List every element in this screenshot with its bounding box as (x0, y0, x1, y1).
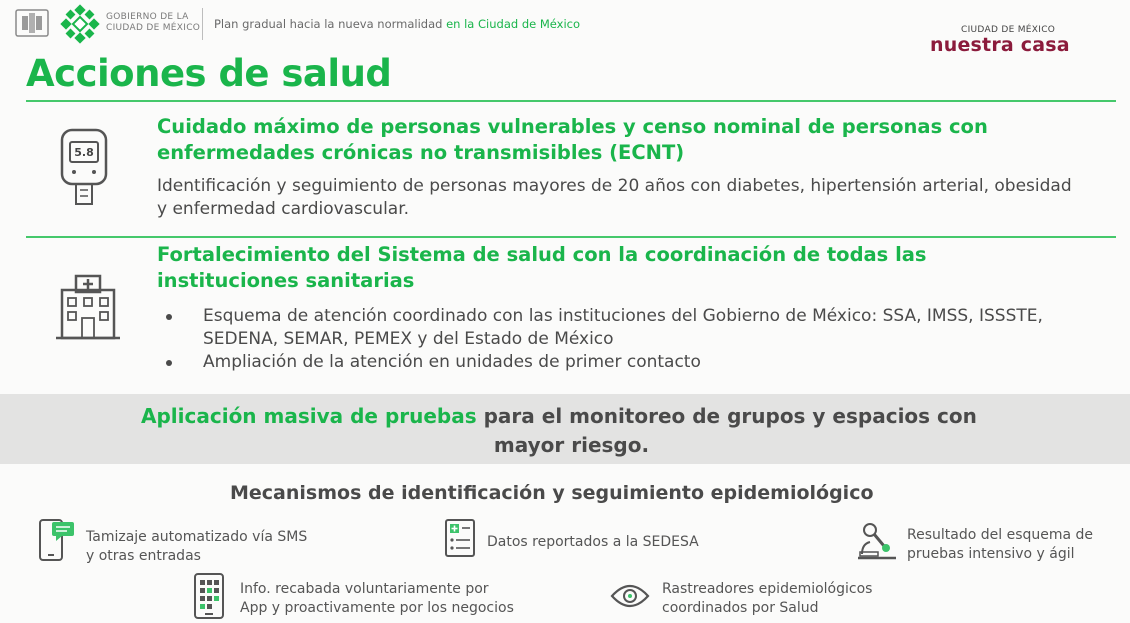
glucometer-reading: 5.8 (74, 146, 94, 159)
title-rule (26, 100, 1116, 102)
bullet1-line1: Esquema de atención coordinado con las instituciones del Gobierno de México: SSA, IMSS, ISSSTE, (203, 306, 1043, 326)
phone-sms-icon (38, 518, 78, 562)
mechanism-item-resultado (907, 526, 1093, 564)
section1-heading-line2: enfermedades crónicas no transmisibles (ECNT) (157, 141, 685, 164)
mechanism-item-rastreadores (662, 580, 872, 618)
brand-nuestra-casa: nuestra casa (930, 34, 1070, 56)
eye-icon (610, 580, 650, 612)
hospital-icon (52, 272, 124, 344)
mechanism-item-app (240, 580, 514, 618)
plan-highlight: en la Ciudad de México (446, 17, 581, 31)
gobierno-label (106, 12, 200, 34)
brand-small-label: CIUDAD DE MÉXICO (961, 25, 1056, 35)
phone-app-icon (193, 572, 227, 620)
coat-of-arms-icon (14, 6, 50, 40)
section1-heading (157, 114, 988, 166)
mechanism-item-sms (86, 528, 307, 566)
mechanism-app-line2: App y proactivamente por los negocios (240, 600, 514, 616)
section2-bullets (166, 305, 1043, 374)
band-line2: mayor riesgo. (493, 433, 650, 457)
mechanism-rastreadores-line1: Rastreadores epidemiológicos (662, 581, 873, 597)
section1-body-line1: Identificación y seguimiento de personas mayores de 20 años con diabetes, hipertensión arterial, obesidad (157, 176, 1072, 196)
mechanisms-title: Mecanismos de identificación y seguimiento epidemiológico (230, 482, 874, 504)
bullet-item (166, 351, 1043, 374)
mechanism-sms-line1: Tamizaje automatizado vía SMS (86, 529, 308, 545)
mechanism-resultado-line2: pruebas intensivo y ágil (907, 546, 1075, 562)
bullet2-line1: Ampliación de la atención en unidades de primer contacto (203, 352, 701, 372)
bullet1-line2: SEDENA, SEMAR, PEMEX y del Estado de México (203, 329, 614, 349)
section1-heading-line1: Cuidado máximo de personas vulnerables y censo nominal de personas con (157, 115, 988, 138)
plan-text: Plan gradual hacia la nueva normalidad (214, 17, 443, 31)
gobierno-line1: GOBIERNO DE LA (106, 12, 189, 22)
mechanism-item-sedesa: Datos reportados a la SEDESA (487, 534, 699, 550)
band-highlight: Aplicación masiva de pruebas (141, 404, 477, 428)
mechanism-app-line1: Info. recabada voluntariamente por (240, 581, 489, 597)
microscope-icon (856, 520, 898, 562)
bullet-item (166, 305, 1043, 351)
cdmx-logo-icon (60, 4, 100, 44)
mechanism-sms-line2: y otras entradas (86, 548, 201, 564)
report-clipboard-icon (444, 518, 476, 558)
section2-heading (157, 242, 927, 294)
glucometer-icon (58, 128, 110, 206)
band-line1: para el monitoreo de grupos y espacios con (476, 404, 977, 428)
mechanism-resultado-line1: Resultado del esquema de (907, 527, 1094, 543)
plan-subtitle (214, 17, 580, 31)
section1-body (157, 175, 1072, 221)
mechanism-rastreadores-line2: coordinados por Salud (662, 600, 819, 616)
gobierno-line2: CIUDAD DE MÉXICO (106, 23, 201, 33)
page-title: Acciones de salud (26, 52, 392, 95)
section-rule (26, 236, 1116, 238)
bullet-dot (166, 360, 172, 366)
section2-heading-line2: instituciones sanitarias (157, 269, 415, 292)
bullet-dot (166, 314, 172, 320)
header-divider (202, 8, 203, 40)
section1-body-line2: y enfermedad cardiovascular. (157, 199, 410, 219)
section2-heading-line1: Fortalecimiento del Sistema de salud con la coordinación de todas las (157, 243, 927, 266)
